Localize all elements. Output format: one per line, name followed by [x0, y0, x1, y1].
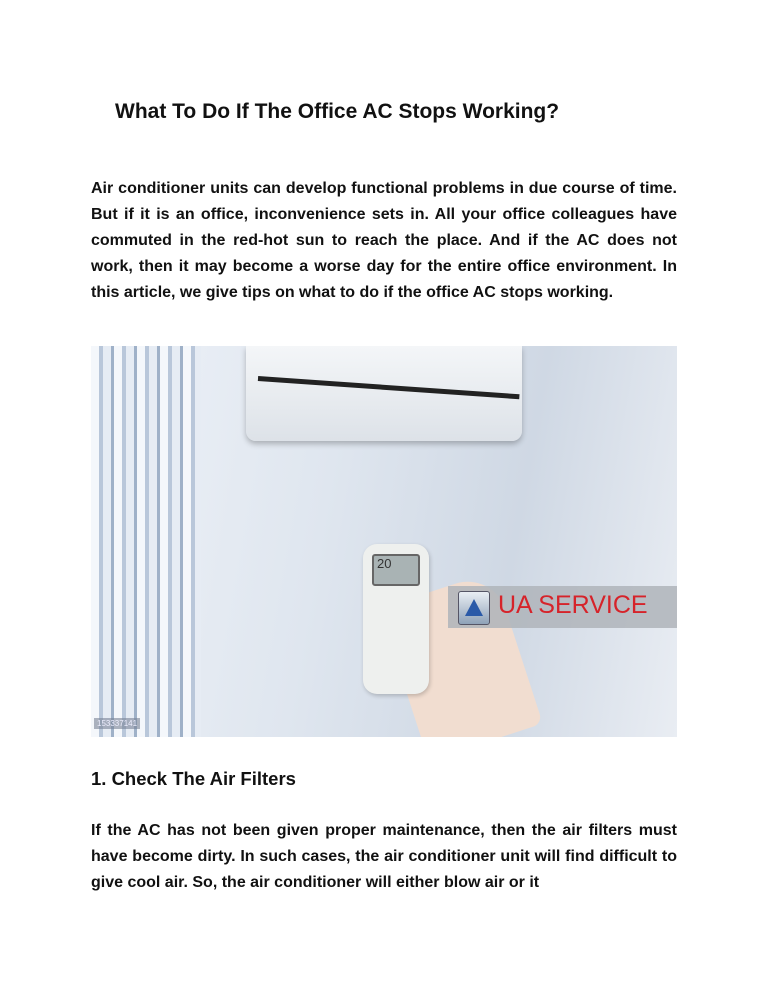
ac-unit [246, 346, 522, 441]
brand-banner [448, 586, 677, 628]
image-watermark: 153337141 [94, 718, 140, 729]
remote-display: 20 [372, 554, 420, 586]
brand-logo-icon [458, 591, 490, 625]
section-heading: 1. Check The Air Filters [91, 768, 296, 789]
remote-control [363, 544, 429, 694]
article-image [91, 346, 677, 737]
page-title: What To Do If The Office AC Stops Working? [115, 100, 560, 123]
section-paragraph: If the AC has not been given proper maintenance, then the air filters must have become dirty. In such cases, the air conditioner unit will find difficult to give cool air. So, the air conditioner will either blow air or it [91, 822, 677, 891]
brand-name: UA SERVICE [498, 591, 648, 619]
intro-paragraph: Air conditioner units can develop functional problems in due course of time. But if it is an office, inconvenience sets in. All your office colleagues have commuted in the red-hot sun to reach the place. And if the AC does not work, then it may become a worse day for the entire office environment. In this article, we give tips on what to do if the office AC stops working. [91, 180, 677, 301]
curtain [91, 346, 201, 737]
